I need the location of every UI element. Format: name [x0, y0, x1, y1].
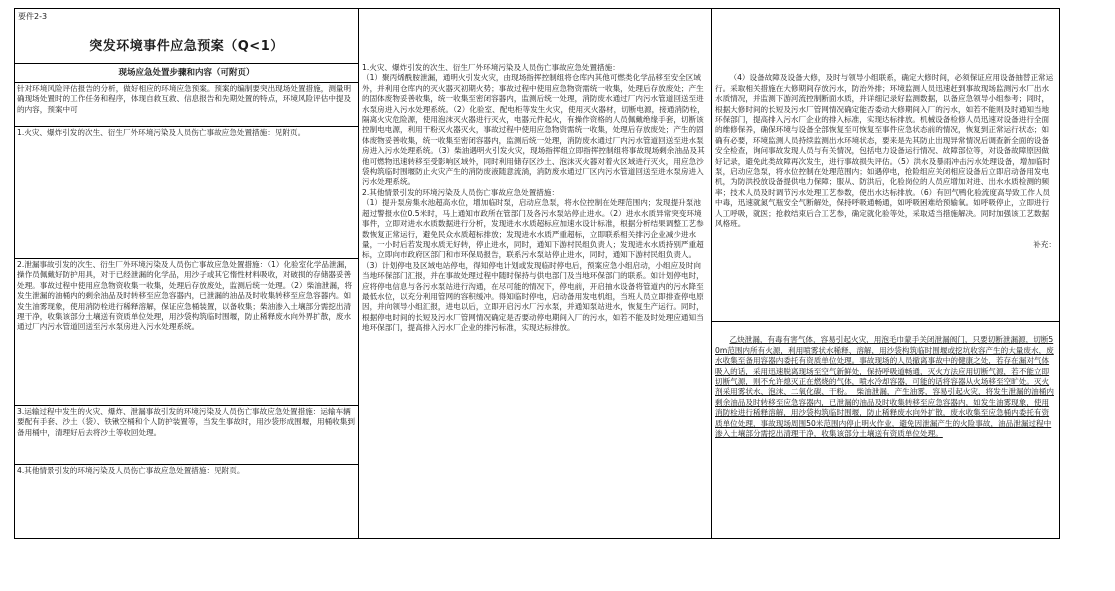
measure-item-other: 4.其他情景引发的环境污染及人员伤亡事故应急处置措施：见附页。 — [15, 464, 358, 540]
intro-paragraph: 针对环境风险评估报告的分析，做好相应的环境应急预案。预案的编制要突出现场处置措施，测量明确现场处置时的工作任务和程序，体现自救互救、信息报告和先期处置的特点，环境风险评估中提及的内容，预案中可 — [17, 84, 352, 114]
attached-measures-text: 1.火灾、爆炸引发的次生、衍生厂外环境污染及人员伤亡事故应急处置措施： （1）聚丙烯酰胺泄漏，通明火引发火灾，由现场指挥控制组将仓库内其他可燃类化学品移至安全区域外，并利用仓库内的灭火器灭初期火势；事故过程中使用应急物资需统一收集，处理后存放废处；产生的固体废物妥善收集，统一收集至密闭容器内，监测后统一处理，消防废水通过厂内污水管道回送至进水泵房进入污水处理系统。（2）化验室、配电柜等发生火灾，使用灭火器材，切断电源，接通消防栓，隔离火灾危险源，使用泡沫灭火器进行灭火，电器元件起火，有操作资格的人员佩戴绝缘手套，切断该控制电电源，利用干粉灭火器灭火，事故过程中使用应急物资需统一收集，处理后存放废处；产生的固体废物妥善收集，统一收集至密闭容器内，监测后统一处理，消防废水通过厂内污水管道回送至进水泵房进入污水处理系统。（3）柴油遇明火引发火灾，现场指挥组立即指挥控制组将事故现场剩余油品及其他可燃物迅速转移至受影响区域外，同时利用储存区沙土、泡沫灭火器对着火区域进行灭火，用应急沙袋构筑临时围堰防止火灾产生的消防废液随意流淌，消防废水通过厂区内污水管道回送至进水泵房进入污水处理系统。 2.其他情景引发的环境污染及人员伤亡事故应急处置措施： （1）提升泵房集水池超高水位，增加临时泵，启动应急泵，将水位控制在处理范围内；发现提升泵池超过警报水位0.5米时，马上通知市政所在管部门及各污水泵站停止进水。（2）进水水质异常突变环境事件，立即对进水水质数据进行分析，发现进水水质超标应加速水设计标准，根据分析结果调整工艺参数恢复正常运行，避免民众水质超标排放；发现进水水质严重超标，立即联系相关排污企业减少进水量，一小时后若发现水质无好转，停止进水，同时，通知下游村民组负责人；发现进水水质持别严重超标，立即向市政府区部门和市环保局报告，联系污水泵站停止进水，同时，通知下游村民组负责人。（3）计划停电及区域电站停电，得知停电计划或发现临时停电后，预案应急小组启动，小组应及时向当地环保部门汇报，并在事故处理过程中随时保持与供电部门及当地环保部门的联系。如计划停电时，应将停电信息与各污水泵站进行沟通，在尽可能的情况下，停电前，开启抽水设备将管道内的污水降至最低水位，以充分利用管网的容积缓冲。得知临时停电，启动备用发电机组，当班人员立即排查停电原因，并向领导小组汇报，进电以后，立即开启污水厂污水泵，并通知泵站进水，恢复生产运行。同时，根据停电时间的长短及污水厂管网情况确定是否要动停电期间入厂的污水，如若不能及时处理应通知当地环保部门，提高排入污水厂企业的排污标准，实现达标排放。 — [362, 63, 705, 333]
section-subtitle: 现场应急处置步骤和内容（可附页） — [15, 63, 358, 83]
attachment-label: 要件2-3 — [18, 12, 48, 21]
supplement-text — [712, 321, 1059, 530]
right-column — [712, 9, 1059, 538]
measure-item-transport: 3.运输过程中发生的火灾、爆炸、泄漏事故引发的环境污染及人员伤亡事故应急处置措施：运输车辆要配有手套、沙土（袋）、铁锹空桶和个人防护装置等，当发生事故时，用沙袋形成围堰，用桶收集到备用桶中，清理好后去将沙土等收回处理。 — [15, 405, 358, 464]
supplement-body: 乙炔泄漏，有毒有害气体，容易引起火灾，用泡毛巾蒙手关闭泄漏阀门，只要切断泄漏源，切断50m范围内所有火源，利用喷雾状水稀释、溶解，用沙袋构筑临时围堰或挖坑收容产生的大量废水，废水收集至备用容器内委托有资质单位处理。事故现场的人员撤离事故中的健康之处，若存在漏对气体吸入的话，采用迅速脱离现场至空气新鲜处，保持呼吸道畅通，灭火方法应用切断气源，若不能立即切断气源，则不允许熄灭正在燃烧的气体，喷水冷却容器，可能的话将容器从火场移至空旷处。灭火剂采用雾状水、泡沫、二氧化碳、干粉。 柴油泄漏，产生油雾，容易引起火灾，将发生泄漏的油桶内剩余油品及时转移至应急容器内，已泄漏的油品及时收集转移至应急容器内，如发生油雾现象，使用消防栓进行稀释溶解，用沙袋构筑临时围堰，防止稀释废水向外扩散，废水收集至应急桶内委托有资质单位处理，事故现场周围50米范围内停止明火作业，避免因泄漏产生的火险事故，油品泄漏过程中渗入土壤部分需挖出清理干净，收集该部分土壤送有资质单位处理。 — [715, 335, 1054, 439]
measure-item-leak: 2.泄漏事故引发的次生、衍生厂外环境污染及人员伤亡事故应急处置措施：（1）化验室化学品泄漏，操作员佩戴好防护用具，对于已经泄漏的化学品，用沙子或其它惰性材料吸收，对破损的存储器妥善处理。事故过程中使用应急物资收集一收集，处理后存放废处，监测后统一处理。（2）柴油泄漏，将发生泄漏的油桶内的剩余油品及时转移至应急容器内，已泄漏的油品及时收集转移至应急容器内。如发生油雾现象，使用消防栓进行稀释溶解，保证应急桶装置，以备收集；柴油渗入土壤部分需挖出清理干净，收集该部分土壤送有资质单位处理，用沙袋构筑临时围堰，防止稀释废水向外界扩散，废水通过厂内污水管道回送至污水泵房进入污水处理系统。 — [15, 258, 358, 405]
supplement-label: 补充： — [1033, 239, 1056, 249]
measure-item-fire: 1.火灾、爆炸引发的次生、衍生厂外环境污染及人员伤亡事故应急处置措施：见附页。 — [15, 126, 358, 258]
left-column — [15, 9, 359, 538]
emergency-plan-sheet — [14, 8, 1060, 539]
continued-measures-body: （4）设备故障及设备大修，及时与领导小组联系，确定大修时间，必须保证应用设备抽替正常运行。采取相关措施在大修期间存放污水，防治外排；环境监测人员迅速赶到事故现场监测污水厂出水水质情况，并监测下游河流控制断面水质，并详细记录好监测数据，以备应急领导小组参考；同时，根据大修时间的长短及污水厂管网情况确定能否委动大修期间入厂的污水，如若不能则及时通知当地环保部门，提高排入污水厂企业的排入标准，实现达标排放。机械设备检修人员迅速对设备进行全面的维修保养，确保环境与设备全部恢复至可恢复至事件应急状态前的情况，恢复到正常运行状态；如确有必要，环境监测人员持续监测出水环境状态，要来是先其防止出现异常情况后调查新全面的设备安全检查，询问事故发现人员与有关情况，包括电力设备运行情况、故障部位等，对设备故障原因做好记录，避免此类故障再次发生，进行事故损失评估。（5）洪水及暴雨冲击污水处理设备，增加临时泵，启动应急泵，将水位控制在处理范围内；如遇停电，抢险组应关闭相应设备后立即启动备用发电机，为防洪投放设备提供电力保障；服从、防洪后，化验岗位的人员应增加对进、出水水质检测的频率；技术人员及时调节污水处理工艺参数，使出水达标排放。（6）有回气鸭化验流度高导致工作人员中毒，迅速就氮气瓶安全气断解处，保持呼吸通畅通，如呼吸困难给预输氧。如呼吸停止，立即进行人工呼吸，就医；抢救结束后合工艺参，确定就化验等处，采取适当措施解决。同时加强该工艺数据风格班。 — [715, 73, 1054, 229]
continued-measures-text — [712, 63, 1059, 321]
document-title: 突发环境事件应急预案（Q<1） — [89, 39, 284, 54]
middle-column — [359, 9, 712, 538]
